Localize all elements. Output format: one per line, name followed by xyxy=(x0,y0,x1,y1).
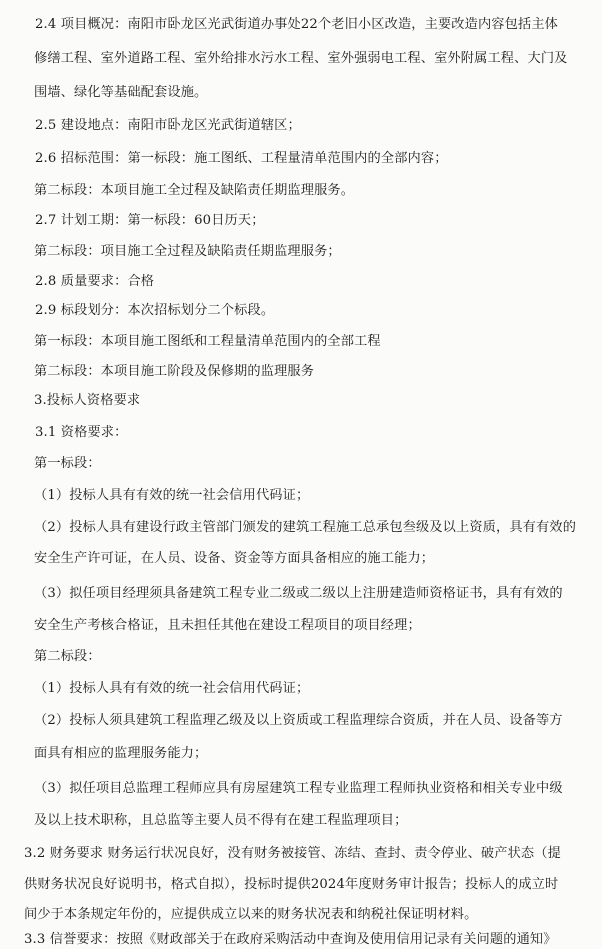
section-heading: 3.投标人资格要求 xyxy=(34,393,141,408)
text-line: 第一标段：本项目施工图纸和工程量清单范围内的全部工程 xyxy=(34,334,381,349)
text-line: （2）投标人须具建筑工程监理乙级及以上资质或工程监理综合资质，并在人员、设备等方 xyxy=(34,713,563,728)
text-line: 面具有相应的监理服务能力； xyxy=(34,746,208,761)
text-line: 第二标段： xyxy=(34,649,101,664)
text-line: 第一标段： xyxy=(34,456,101,471)
text-line: 间少于本条规定年份的，应提供成立以来的财务状况表和纳税社保证明材料。 xyxy=(24,907,478,922)
text-line: （2）投标人具有建设行政主管部门颁发的建筑工程施工总承包叁级及以上资质，具有有效的 xyxy=(34,520,577,535)
text-line: （1）投标人具有有效的统一社会信用代码证； xyxy=(34,681,310,696)
text-line: 围墙、绿化等基础配套设施。 xyxy=(34,85,208,100)
text-line: 3.2 财务要求 财务运行状况良好，没有财务被接管、冻结、查封、责令停业、破产状态（提 xyxy=(24,846,561,861)
text-line: 及以上技术职称，且总监等主要人员不得有在建工程监理项目； xyxy=(34,813,408,828)
text-line: 3.3 信誉要求：按照《财政部关于在政府采购活动中查询及使用信用记录有关问题的通知》 xyxy=(24,932,557,947)
text-line: （3）拟任项目经理须具备建筑工程专业二级或二级以上注册建造师资格证书，具有有效的 xyxy=(34,586,563,601)
text-line: 第二标段：本项目施工阶段及保修期的监理服务 xyxy=(34,364,315,379)
text-line: 2.9 标段划分：本次招标划分二个标段。 xyxy=(35,303,275,318)
text-line: 修缮工程、室外道路工程、室外给排水污水工程、室外强弱电工程、室外附属工程、大门及 xyxy=(34,51,568,66)
text-line: 安全生产考核合格证，且未担任其他在建设工程项目的项目经理； xyxy=(34,618,421,633)
text-line: （1）投标人具有有效的统一社会信用代码证； xyxy=(34,488,310,503)
text-line: 供财务状况良好说明书，格式自拟），投标时提供2024年度财务审计报告；投标人的成立时 xyxy=(24,877,559,892)
text-line: 2.4 项目概况：南阳市卧龙区光武街道办事处22个老旧小区改造，主要改造内容包括主体 xyxy=(35,17,558,32)
text-line: 2.5 建设地点：南阳市卧龙区光武街道辖区； xyxy=(35,118,301,133)
text-line: 第二标段：项目施工全过程及缺陷责任期监理服务； xyxy=(34,244,341,259)
text-line: 3.1 资格要求： xyxy=(35,425,128,440)
text-line: 第二标段：本项目施工全过程及缺陷责任期监理服务。 xyxy=(34,183,355,198)
text-line: 2.6 招标范围：第一标段：施工图纸、工程量清单范围内的全部内容； xyxy=(35,151,448,166)
text-line: 2.7 计划工期：第一标段：60日历天； xyxy=(35,213,265,228)
text-line: 安全生产许可证，在人员、设备、资金等方面具备相应的施工能力； xyxy=(34,551,435,566)
text-line: （3）拟任项目总监理工程师应具有房屋建筑工程专业监理工程师执业资格和相关专业中级 xyxy=(34,781,563,796)
text-line: 2.8 质量要求：合格 xyxy=(35,274,155,289)
